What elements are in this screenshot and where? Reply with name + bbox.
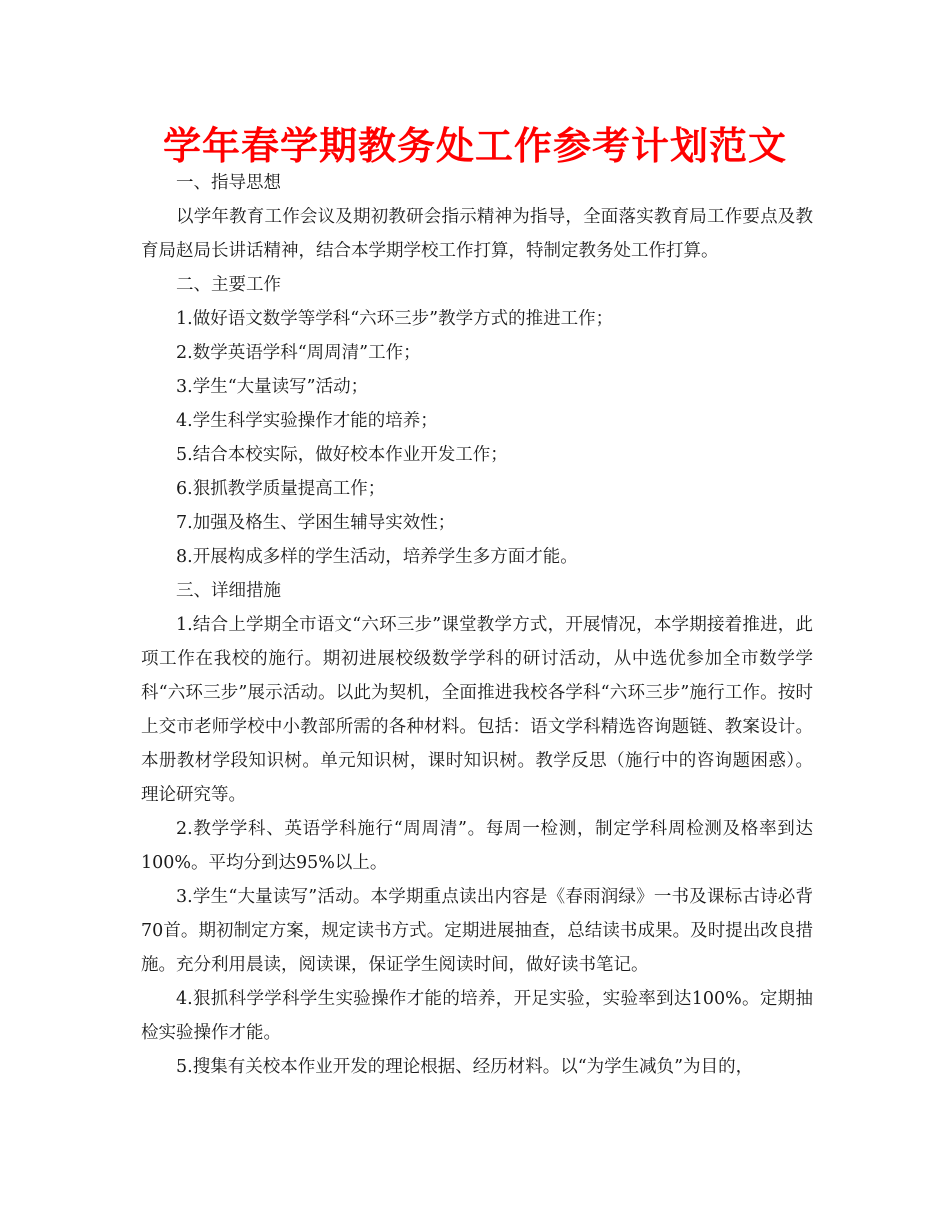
measure-paragraph-4: 4.狠抓科学学科学生实验操作才能的培养，开足实验，实验率到达100%。定期抽检实验操作才能。 <box>141 989 813 1043</box>
section-heading-detailed-measures: 三、详细措施 <box>176 581 281 601</box>
paragraph-guiding-ideology: 以学年教育工作会议及期初教研会指示精神为指导，全面落实教育局工作要点及教育局赵局长讲话精神，结合本学期学校工作打算，特制定教务处工作打算。 <box>141 207 813 261</box>
document-title: 学年春学期教务处工作参考计划范文 <box>162 124 787 168</box>
measure-paragraph-2: 2.教学学科、英语学科施行“周周清”。每周一检测，制定学科周检测及格率到达100%。平均分到达95%以上。 <box>141 819 813 873</box>
main-work-item-1: 1.做好语文数学等学科“六环三步”教学方式的推进工作； <box>176 309 614 329</box>
main-work-item-2: 2.数学英语学科“周周清”工作； <box>176 343 421 363</box>
measure-paragraph-3: 3.学生“大量读写”活动。本学期重点读出内容是《春雨润绿》一书及课标古诗必背70首。期初制定方案，规定读书方式。定期进展抽查，总结读书成果。及时提出改良措施。充分利用晨读，阅读课，保证学生阅读时间，做好读书笔记。 <box>141 887 813 975</box>
main-work-item-3: 3.学生“大量读写”活动； <box>176 377 369 397</box>
measure-paragraph-5: 5.搜集有关校本作业开发的理论根据、经历材料。以“为学生减负”为目的， <box>176 1057 754 1077</box>
section-heading-guiding-ideology: 一、指导思想 <box>176 173 281 193</box>
main-work-item-7: 7.加强及格生、学困生辅导实效性； <box>176 513 456 533</box>
document-body <box>141 166 813 1084</box>
measure-paragraph-1: 1.结合上学期全市语文“六环三步”课堂教学方式，开展情况，本学期接着推进，此项工作在我校的施行。期初进展校级数学学科的研讨活动，从中选优参加全市数学学科“六环三步”展示活动。以此为契机，全面推进我校各学科“六环三步”施行工作。按时上交市老师学校中小教部所需的各种材料。包括：语文学科精选咨询题链、教案设计。本册教材学段知识树。单元知识树，课时知识树。教学反思（施行中的咨询题困惑）。理论研究等。 <box>141 615 813 805</box>
section-heading-main-work: 二、主要工作 <box>176 275 281 295</box>
main-work-item-6: 6.狠抓教学质量提高工作； <box>176 479 386 499</box>
main-work-item-8: 8.开展构成多样的学生活动，培养学生多方面才能。 <box>176 547 578 567</box>
main-work-item-4: 4.学生科学实验操作才能的培养； <box>176 411 438 431</box>
main-work-item-5: 5.结合本校实际，做好校本作业开发工作； <box>176 445 508 465</box>
